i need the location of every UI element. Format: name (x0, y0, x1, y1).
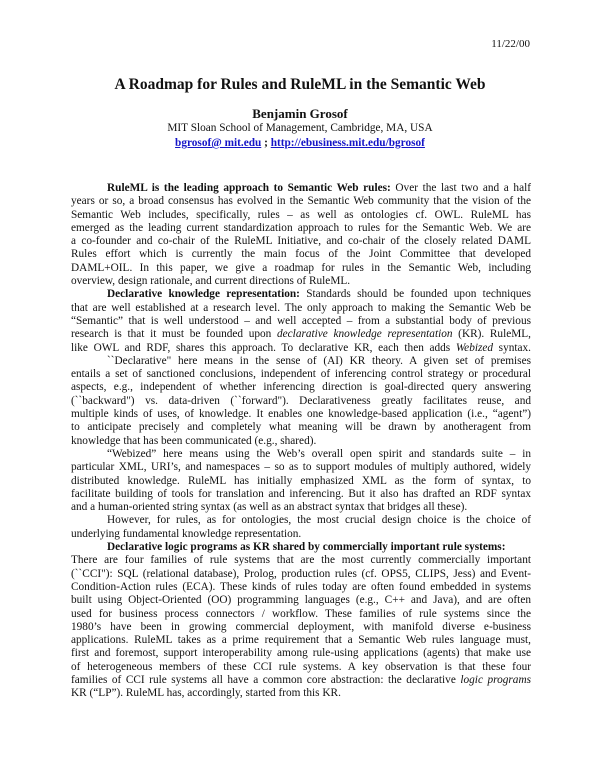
text-line: research is that it must be founded upon declarative knowledge representation (KR). RuleML, (71, 328, 532, 341)
paragraph-declarative-meaning (71, 355, 531, 448)
text-line: like OWL and RDF, shares this approach. To declarative KR, each then adds Webized syntax. (71, 341, 531, 354)
paragraph-design-choice (71, 514, 531, 541)
emphasis: logic programs (460, 673, 532, 686)
text-line: Semantic Web includes, specifically, rules – as well as ontologies cf. OWL. RuleML has (71, 208, 531, 221)
text-line: KR (“LP”). RuleML has, accordingly, started from this KR. (71, 687, 341, 700)
link-separator: ; (264, 137, 268, 149)
text-line: DAML+OIL. In this paper, we give a roadmap for rules in the Semantic Web, including (71, 261, 531, 274)
text-line: particular XML, URI’s, and namespaces – so as to support modules of multiply authored, widely (71, 461, 531, 474)
paragraph-heading: RuleML is the leading approach to Semantic Web rules: (107, 182, 391, 194)
text-line: applications. RuleML takes as a prime requirement that a Semantic Web rules language must, (71, 634, 531, 647)
text-line: There are four families of rule systems that are the most currently commercially important (71, 554, 531, 567)
text-line: (``CCI"): SQL (relational database), Prolog, production rules (cf. OPS5, CLIPS, Jess) and Event- (71, 567, 531, 580)
email-link[interactable]: bgrosof@ mit.edu (175, 137, 262, 149)
text-line: entails a set of sanctioned conclusions, independent of inferencing control strategy or procedural (71, 368, 531, 381)
text-line: a co-founder and co-chair of the RuleML Initiative, and co-chair of the closely related DAML (71, 235, 531, 248)
paragraph-webized-meaning (71, 448, 531, 514)
text-line: first and foremost, support interoperability among rule-using applications (agents) that make use (71, 647, 531, 660)
text-line: to anticipate precisely and completely what meaning will be drawn by anotheragent from (71, 421, 531, 434)
text-line: and a human-oriented string syntax (as well as an abstract syntax that bridges all these). (71, 501, 468, 514)
text-line: However, for rules, as for ontologies, the most crucial design choice is the choice of (107, 514, 531, 527)
contact-links (0, 137, 600, 149)
text-line: of heterogeneous members of these CCI rule systems. A key observation is that these four (71, 660, 531, 673)
author-name: Benjamin Grosof (252, 106, 348, 121)
paper-body (71, 182, 531, 701)
text-line: facilitate building of tools for translation and inferencing. But it also has drafted an RDF syntax (71, 487, 531, 500)
author-affiliation: MIT Sloan School of Management, Cambridge, MA, USA (167, 122, 433, 134)
paragraph-heading: Declarative knowledge representation: (107, 288, 300, 301)
text-line: ``Declarative" here means in the sense of (AI) KR theory. A given set of premises (107, 354, 531, 367)
text-line: years or so, a broad consensus has evolved in the Semantic Web community that the vision of the (71, 195, 531, 208)
text-line: knowledge that has been communicated (e.g., shared). (71, 434, 317, 447)
paragraph-logic-programs (71, 541, 531, 701)
text-line: that are well established at a research level. The only approach to making the Semantic Web be (71, 301, 531, 314)
text-line: Rules effort which is currently the main focus of the Joint Committee that developed (71, 248, 531, 261)
text-line: 1980’s have been in growing commercial deployment, with manifold diverse e-business (71, 620, 531, 633)
text-line: families of CCI rule systems all have a common core abstraction: the declarative logic programs (71, 673, 532, 686)
text-line: used for business process connectors / workflow. These families of rule systems since the (71, 607, 531, 620)
document-date: 11/22/00 (491, 38, 530, 50)
paragraph-ruleml-leading: RuleML is the leading approach to Semantic Web rules: Over the last two and a half years or so, a broad consensus has evolved in the Semantic Web community that the vision of the Semantic Web includes, specifically, rules – as well as ontologies cf. OWL. RuleML has emerged as the leading current standardization approach to rules for the Semantic Web. We are a co-founder and co-chair of the RuleML Initiative, and co-chair of the closely related DAML Rules effort which is currently the main focus of the Joint Committee that developed DAML+OIL. In this paper, we give a roadmap for rules in the Semantic Web, including overview, design rationale, and current directions of RuleML. (71, 182, 531, 288)
text-line: (``backward") vs. data-driven (``forward"). Declarativeness greatly facilitates reuse, and (71, 394, 531, 407)
paragraph-heading: Declarative logic programs as KR shared by commercially important rule systems: (107, 541, 506, 554)
text-line: multiple kinds of uses, of knowledge. It enables one knowledge-based application (i.e., “agent”) (71, 408, 531, 421)
text-line: “Webized” here means using the Web’s overall open spirit and standards suite – in (107, 447, 531, 460)
text-line: Condition-Action rules (ECA). These kinds of rules today are often found embedded in systems (71, 580, 531, 593)
paragraph-declarative-kr: Declarative knowledge representation: Standards should be founded upon techniques that are well established at a research level. The only approach to making the Semantic Web be “Semantic” that is well understood – and well accepted – from a substantial body of previous research is that it must be founded upon declarative knowledge representation (KR). RuleML, like OWL and RDF, shares this approach. To declarative KR, each then adds Webized syntax. (71, 288, 532, 354)
text-line: aspects, e.g., independent of whether inferencing direction is goal-directed query answering (71, 381, 531, 394)
text-line: overview, design rationale, and current directions of RuleML. (71, 275, 351, 288)
homepage-link[interactable]: http://ebusiness.mit.edu/bgrosof (270, 137, 425, 149)
emphasis: Webized (455, 341, 494, 354)
text-line: built using Object-Oriented (OO) programming languages (e.g., C++ and Java), and are often (71, 594, 531, 607)
text-line: distributed knowledge. RuleML has initially emphasized XML as the form of syntax, to (71, 474, 531, 487)
text-line: emerged as the leading current standardization approach to rules for the Semantic Web. We are (71, 221, 531, 234)
text-line: underlying fundamental knowledge representation. (71, 527, 302, 540)
text-line: “Semantic” that is well understood – and well accepted – from a substantial body of previous (71, 314, 531, 327)
paper-title: A Roadmap for Rules and RuleML in the Semantic Web (114, 76, 486, 93)
emphasis: declarative knowledge representation (277, 328, 453, 341)
